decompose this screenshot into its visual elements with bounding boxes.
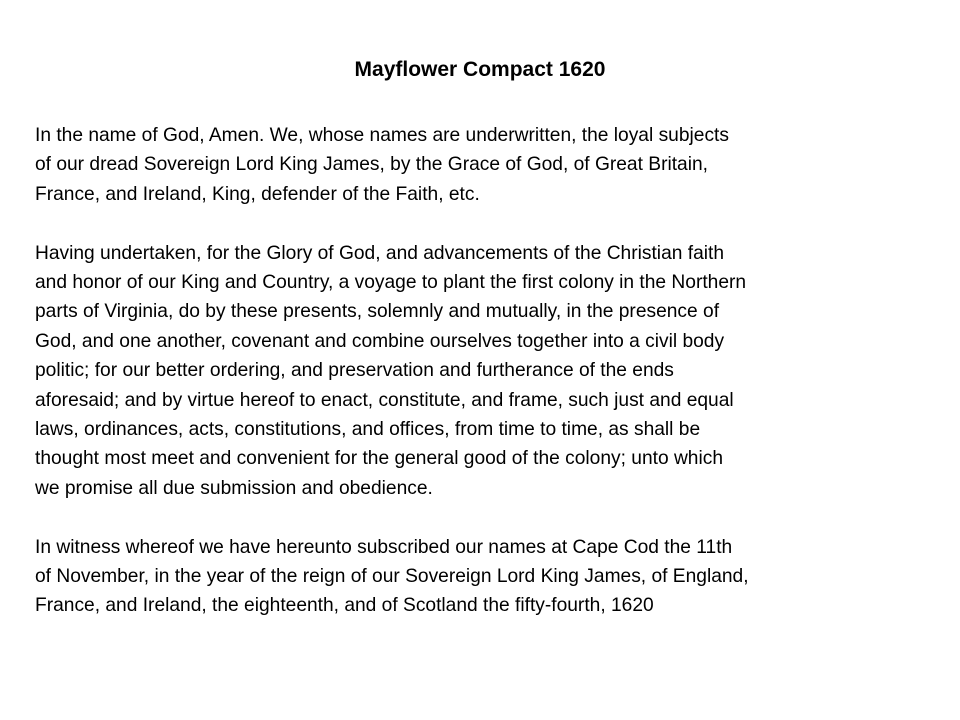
text-line: In witness whereof we have hereunto subscribed our names at Cape Cod the 11th (35, 536, 733, 558)
paragraph-preamble (35, 121, 935, 209)
text-line: of our dread Sovereign Lord King James, by the Grace of God, of Great Britain, (35, 154, 708, 176)
text-line: thought most meet and convenient for the general good of the colony; unto which (35, 448, 724, 470)
text-line: politic; for our better ordering, and preservation and furtherance of the ends (35, 360, 674, 382)
paragraph-covenant (35, 239, 935, 504)
text-line: aforesaid; and by virtue hereof to enact, constitute, and frame, such just and equal (35, 389, 734, 411)
document-body (35, 121, 935, 621)
text-line: In the name of God, Amen. We, whose names are underwritten, the loyal subjects (35, 125, 729, 146)
text-line: God, and one another, covenant and combine ourselves together into a civil body (35, 330, 725, 352)
text-line: laws, ordinances, acts, constitutions, and offices, from time to time, as shall be (35, 419, 701, 441)
paragraph-witness (35, 533, 935, 621)
text-line: of November, in the year of the reign of our Sovereign Lord King James, of England, (35, 566, 749, 588)
text-line: and honor of our King and Country, a voyage to plant the first colony in the Northern (35, 272, 747, 294)
text-line: parts of Virginia, do by these presents, solemnly and mutually, in the presence of (35, 301, 720, 323)
text-line: Having undertaken, for the Glory of God, and advancements of the Christian faith (35, 242, 725, 264)
text-line: France, and Ireland, the eighteenth, and of Scotland the fifty-fourth, 1620 (35, 595, 654, 617)
document-title: Mayflower Compact 1620 (354, 58, 606, 81)
text-line: we promise all due submission and obedience. (35, 477, 433, 499)
text-line: France, and Ireland, King, defender of the Faith, etc. (35, 183, 480, 205)
